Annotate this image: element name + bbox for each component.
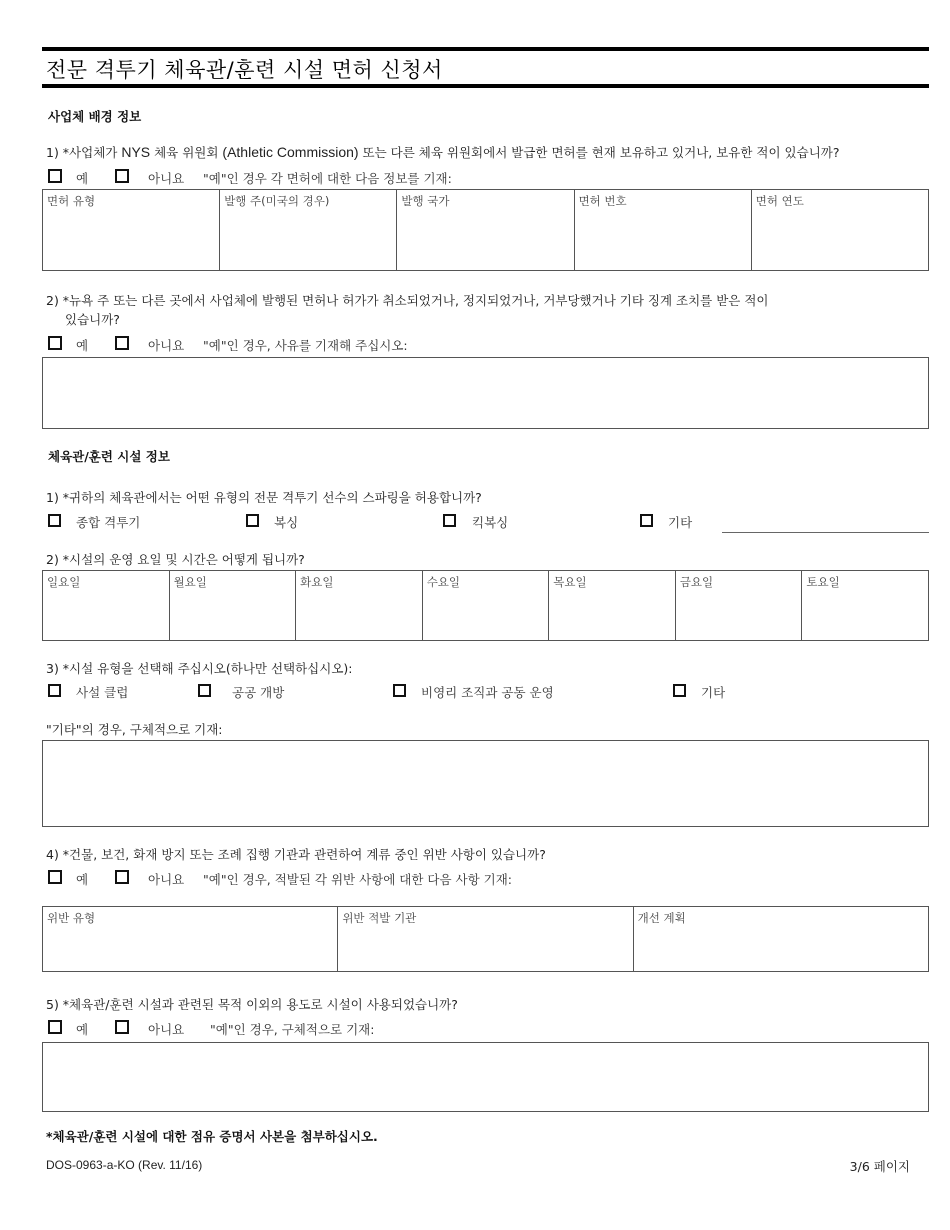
q5-no-checkbox[interactable] — [115, 1020, 129, 1034]
issuing-country-cell[interactable] — [397, 190, 574, 271]
q4-yes-checkbox[interactable] — [48, 870, 62, 884]
violation-agency-cell[interactable] — [338, 907, 633, 972]
tuesday-cell[interactable] — [296, 571, 423, 641]
license-number-header: 면허 번호 — [578, 194, 627, 208]
license-number-cell[interactable] — [574, 190, 751, 271]
q2-yes-label: 예 — [76, 338, 89, 353]
q1-text-athletic-commission: (Athletic Commission) — [222, 144, 359, 160]
question-facility-type: 3) *시설 유형을 선택해 주십시오(하나만 선택하십시오): — [46, 661, 353, 676]
license-type-header: 면허 유형 — [47, 194, 96, 208]
facility-other-checkbox[interactable] — [673, 684, 686, 697]
page-title: 전문 격투기 체육관/훈련 시설 면허 신청서 — [46, 58, 443, 82]
license-info-table — [42, 189, 929, 271]
issuing-state-header: 발행 주(미국의 경우) — [224, 194, 330, 208]
sparring-other-checkbox[interactable] — [640, 514, 653, 527]
page-number: 3/6 페이지 — [849, 1159, 910, 1174]
q2-yes-checkbox[interactable] — [48, 336, 62, 350]
question-other-use: 5) *체육관/훈련 시설과 관련된 목적 이외의 용도로 시설이 사용되었습니까? — [46, 997, 458, 1012]
wednesday-cell[interactable] — [422, 571, 549, 641]
facility-other-label: 기타 — [701, 685, 726, 700]
q5-no-label: 아니요 — [148, 1022, 185, 1037]
question-2-disciplinary-action — [46, 291, 768, 329]
q5-specify-textarea[interactable] — [42, 1042, 929, 1112]
q1-yes-checkbox[interactable] — [48, 169, 62, 183]
q5-followup-instruction: "예"인 경우, 구체적으로 기재: — [210, 1022, 375, 1037]
remediation-plan-cell[interactable] — [633, 907, 928, 972]
q2-reason-textarea[interactable] — [42, 357, 929, 429]
sparring-boxing-label: 복싱 — [274, 515, 299, 530]
q2-no-checkbox[interactable] — [115, 336, 129, 350]
facility-public-label: 공공 개방 — [232, 685, 285, 700]
facility-nonprofit-label: 비영리 조직과 공동 운영 — [421, 685, 554, 700]
q1-text-prefix: 1) *사업체가 — [46, 145, 122, 160]
q1-text-mid: 체육 위원회 — [150, 145, 223, 160]
section-heading-business-background: 사업체 배경 정보 — [48, 109, 142, 124]
violations-table — [42, 906, 929, 972]
question-gym-sparring-types: 1) *귀하의 체육관에서는 어떤 유형의 전문 격투기 선수의 스파링을 허용합니까? — [46, 490, 482, 505]
sparring-kickboxing-checkbox[interactable] — [443, 514, 456, 527]
facility-private-club-checkbox[interactable] — [48, 684, 61, 697]
facility-other-textarea[interactable] — [42, 740, 929, 827]
sunday-cell[interactable] — [43, 571, 170, 641]
certificate-of-occupancy-note: *체육관/훈련 시설에 대한 점유 증명서 사본을 첨부하십시오. — [46, 1129, 378, 1144]
facility-public-checkbox[interactable] — [198, 684, 211, 697]
q1-yes-label: 예 — [76, 171, 89, 186]
tuesday-header: 화요일 — [300, 575, 334, 589]
sparring-mma-checkbox[interactable] — [48, 514, 61, 527]
question-operating-days: 2) *시설의 운영 요일 및 시간은 어떻게 됩니까? — [46, 552, 305, 567]
remediation-plan-header: 개선 계획 — [637, 911, 686, 925]
operating-hours-table — [42, 570, 929, 641]
q4-yes-label: 예 — [76, 872, 89, 887]
q1-no-label: 아니요 — [148, 171, 185, 186]
q4-no-checkbox[interactable] — [115, 870, 129, 884]
monday-cell[interactable] — [169, 571, 296, 641]
license-year-header: 면허 연도 — [755, 194, 804, 208]
q1-no-checkbox[interactable] — [115, 169, 129, 183]
saturday-header: 토요일 — [806, 575, 840, 589]
issuing-state-cell[interactable] — [220, 190, 397, 271]
title-bottom-rule — [42, 84, 929, 88]
facility-other-specify-label: "기타"의 경우, 구체적으로 기재: — [46, 722, 223, 737]
thursday-header: 목요일 — [553, 575, 587, 589]
issuing-country-header: 발행 국가 — [401, 194, 450, 208]
sparring-other-input-line[interactable] — [722, 532, 929, 533]
violation-agency-header: 위반 적발 기관 — [342, 911, 417, 925]
friday-cell[interactable] — [675, 571, 802, 641]
q5-yes-checkbox[interactable] — [48, 1020, 62, 1034]
wednesday-header: 수요일 — [426, 575, 461, 589]
friday-header: 금요일 — [679, 575, 714, 589]
q4-followup-instruction: "예"인 경우, 적발된 각 위반 사항에 대한 다음 사항 기재: — [203, 872, 513, 887]
q2-no-label: 아니요 — [148, 338, 185, 353]
q2-followup-instruction: "예"인 경우, 사유를 기재해 주십시오: — [203, 338, 408, 353]
violation-type-header: 위반 유형 — [47, 911, 96, 925]
facility-private-club-label: 사설 클럽 — [76, 685, 129, 700]
q2-text-line1: 2) *뉴욕 주 또는 다른 곳에서 사업체에 발행된 면허나 허가가 취소되었거나, 정지되었거나, 거부당했거나 기타 징계 조치를 받은 적이 — [46, 293, 769, 308]
sparring-kickboxing-label: 킥복싱 — [472, 515, 509, 530]
monday-header: 월요일 — [173, 575, 207, 589]
violation-type-cell[interactable] — [43, 907, 338, 972]
facility-nonprofit-checkbox[interactable] — [393, 684, 406, 697]
license-year-cell[interactable] — [751, 190, 928, 271]
q1-text-suffix: 또는 다른 체육 위원회에서 발급한 면허를 현재 보유하고 있거나, 보유한 적이 있습니까? — [358, 145, 840, 160]
question-pending-violations: 4) *건물, 보건, 화재 방지 또는 조례 집행 기관과 관련하여 계류 중인 위반 사항이 있습니까? — [46, 847, 546, 862]
sunday-header: 일요일 — [47, 575, 81, 589]
form-id: DOS-0963-a-KO (Rev. 11/16) — [46, 1158, 203, 1172]
section-heading-gym-info: 체육관/훈련 시설 정보 — [48, 449, 170, 464]
title-top-rule — [42, 47, 929, 51]
q4-no-label: 아니요 — [148, 872, 185, 887]
q2-text-line2: 있습니까? — [65, 312, 120, 327]
saturday-cell[interactable] — [802, 571, 929, 641]
q1-text-nys: NYS — [121, 144, 151, 160]
question-1-prior-license — [46, 143, 839, 162]
sparring-boxing-checkbox[interactable] — [246, 514, 259, 527]
q1-followup-instruction: "예"인 경우 각 면허에 대한 다음 정보를 기재: — [203, 171, 452, 186]
thursday-cell[interactable] — [549, 571, 676, 641]
license-type-cell[interactable] — [43, 190, 220, 271]
q5-yes-label: 예 — [76, 1022, 89, 1037]
sparring-mma-label: 종합 격투기 — [76, 515, 141, 530]
sparring-other-label: 기타 — [668, 515, 693, 530]
